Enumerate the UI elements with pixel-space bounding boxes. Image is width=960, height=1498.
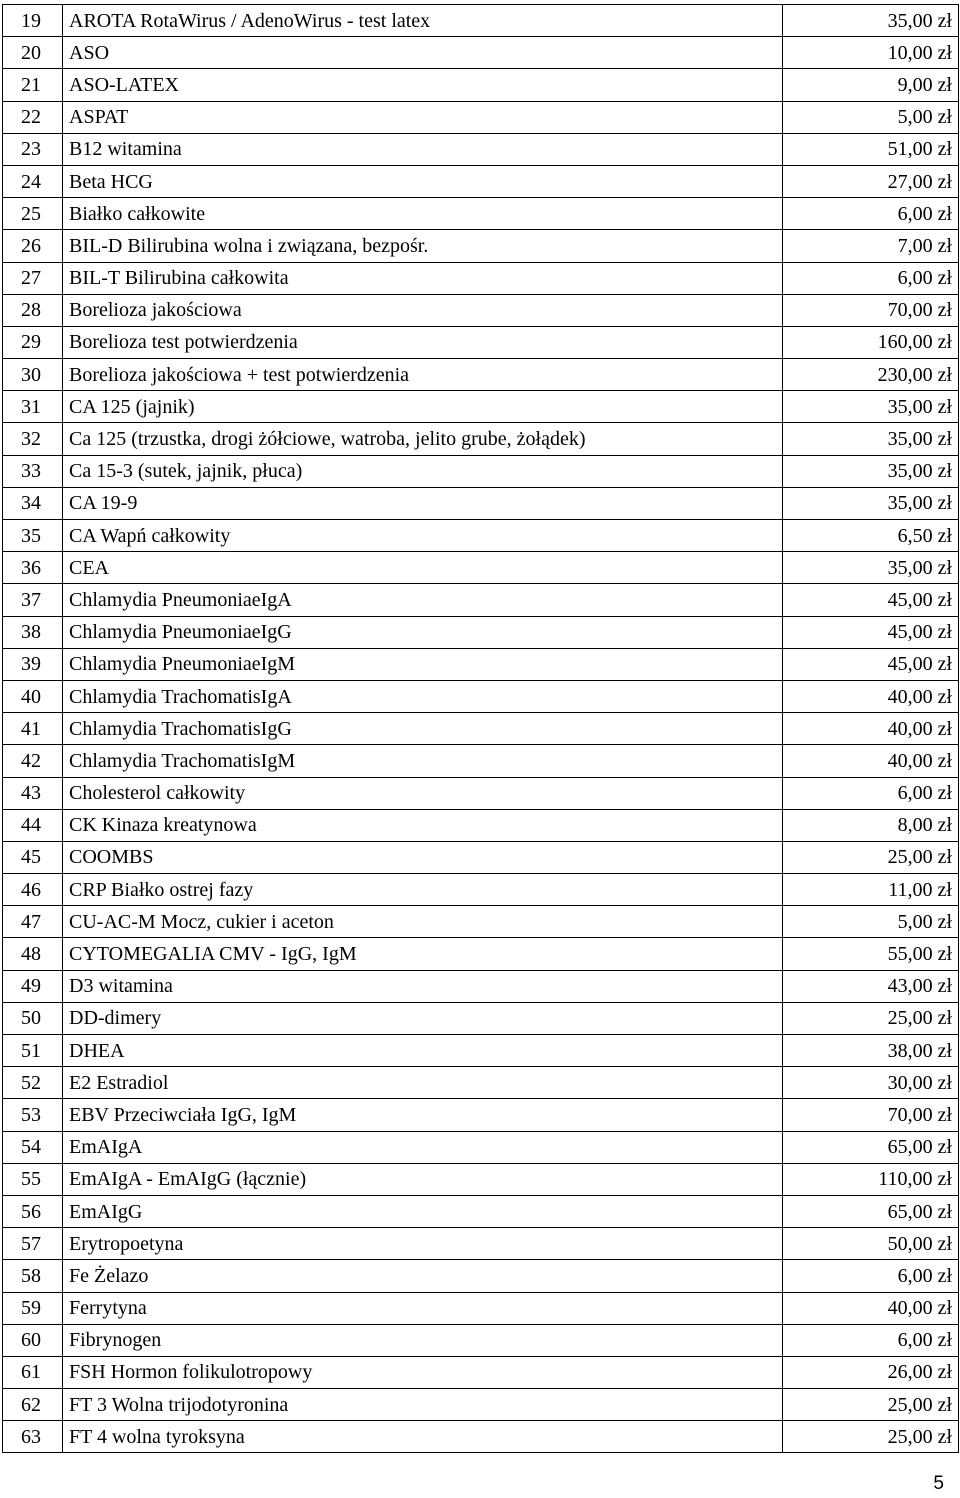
test-price: 6,00 zł: [783, 198, 959, 230]
row-number: 57: [3, 1228, 63, 1260]
table-row: [3, 1356, 959, 1388]
table-row: [3, 294, 959, 326]
test-name: ASO: [63, 37, 783, 69]
test-name: AROTA RotaWirus / AdenoWirus - test latex: [63, 5, 783, 37]
test-name: EBV Przeciwciała IgG, IgM: [63, 1099, 783, 1131]
table-row: [3, 520, 959, 552]
table-row: [3, 1324, 959, 1356]
row-number: 41: [3, 713, 63, 745]
table-row: [3, 1099, 959, 1131]
table-row: [3, 648, 959, 680]
row-number: 54: [3, 1131, 63, 1163]
test-price: 35,00 zł: [783, 487, 959, 519]
test-name: CU-AC-M Mocz, cukier i aceton: [63, 906, 783, 938]
table-row: [3, 616, 959, 648]
test-name: CYTOMEGALIA CMV - IgG, IgM: [63, 938, 783, 970]
table-row: [3, 1260, 959, 1292]
test-price: 8,00 zł: [783, 809, 959, 841]
test-name: Borelioza test potwierdzenia: [63, 326, 783, 358]
test-name: COOMBS: [63, 841, 783, 873]
table-row: [3, 809, 959, 841]
test-price: 6,00 zł: [783, 1260, 959, 1292]
test-price: 26,00 zł: [783, 1356, 959, 1388]
test-price: 40,00 zł: [783, 1292, 959, 1324]
table-row: [3, 262, 959, 294]
table-row: [3, 680, 959, 712]
test-name: Fe Żelazo: [63, 1260, 783, 1292]
test-name: CA 125 (jajnik): [63, 391, 783, 423]
table-row: [3, 198, 959, 230]
table-row: [3, 713, 959, 745]
row-number: 40: [3, 680, 63, 712]
table-row: [3, 487, 959, 519]
table-row: [3, 1067, 959, 1099]
test-price: 7,00 zł: [783, 230, 959, 262]
test-name: ASPAT: [63, 101, 783, 133]
row-number: 58: [3, 1260, 63, 1292]
row-number: 33: [3, 455, 63, 487]
row-number: 53: [3, 1099, 63, 1131]
test-price: 6,00 zł: [783, 777, 959, 809]
test-name: Chlamydia TrachomatisIgM: [63, 745, 783, 777]
row-number: 48: [3, 938, 63, 970]
table-row: [3, 230, 959, 262]
row-number: 47: [3, 906, 63, 938]
table-row: [3, 69, 959, 101]
row-number: 37: [3, 584, 63, 616]
test-name: Ferrytyna: [63, 1292, 783, 1324]
test-name: DD-dimery: [63, 1002, 783, 1034]
test-name: Ca 125 (trzustka, drogi żółciowe, watroba, jelito grube, żołądek): [63, 423, 783, 455]
table-row: [3, 1163, 959, 1195]
table-row: [3, 1228, 959, 1260]
table-row: [3, 423, 959, 455]
test-price: 35,00 zł: [783, 391, 959, 423]
test-price: 38,00 zł: [783, 1035, 959, 1067]
test-name: Chlamydia TrachomatisIgG: [63, 713, 783, 745]
test-name: FSH Hormon folikulotropowy: [63, 1356, 783, 1388]
test-price: 45,00 zł: [783, 584, 959, 616]
test-price: 110,00 zł: [783, 1163, 959, 1195]
row-number: 51: [3, 1035, 63, 1067]
row-number: 38: [3, 616, 63, 648]
table-row: [3, 841, 959, 873]
test-price: 30,00 zł: [783, 1067, 959, 1099]
test-name: Fibrynogen: [63, 1324, 783, 1356]
price-list-table: [2, 4, 959, 1453]
table-row: [3, 359, 959, 391]
row-number: 52: [3, 1067, 63, 1099]
test-price: 160,00 zł: [783, 326, 959, 358]
table-row: [3, 37, 959, 69]
test-name: EmAIgA - EmAIgG (łącznie): [63, 1163, 783, 1195]
test-price: 40,00 zł: [783, 713, 959, 745]
test-name: CEA: [63, 552, 783, 584]
test-name: Borelioza jakościowa + test potwierdzenia: [63, 359, 783, 391]
row-number: 43: [3, 777, 63, 809]
row-number: 63: [3, 1421, 63, 1453]
test-name: ASO-LATEX: [63, 69, 783, 101]
test-name: Chlamydia PneumoniaeIgM: [63, 648, 783, 680]
table-row: [3, 1131, 959, 1163]
test-price: 45,00 zł: [783, 648, 959, 680]
table-row: [3, 1002, 959, 1034]
test-name: E2 Estradiol: [63, 1067, 783, 1099]
row-number: 27: [3, 262, 63, 294]
row-number: 61: [3, 1356, 63, 1388]
test-price: 35,00 zł: [783, 455, 959, 487]
row-number: 20: [3, 37, 63, 69]
test-name: Ca 15-3 (sutek, jajnik, płuca): [63, 455, 783, 487]
test-price: 35,00 zł: [783, 423, 959, 455]
test-name: Chlamydia PneumoniaeIgA: [63, 584, 783, 616]
row-number: 60: [3, 1324, 63, 1356]
table-row: [3, 455, 959, 487]
row-number: 24: [3, 165, 63, 197]
test-price: 51,00 zł: [783, 133, 959, 165]
row-number: 44: [3, 809, 63, 841]
test-price: 40,00 zł: [783, 680, 959, 712]
test-price: 230,00 zł: [783, 359, 959, 391]
row-number: 26: [3, 230, 63, 262]
row-number: 62: [3, 1389, 63, 1421]
test-name: BIL-D Bilirubina wolna i związana, bezpośr.: [63, 230, 783, 262]
test-price: 65,00 zł: [783, 1131, 959, 1163]
row-number: 45: [3, 841, 63, 873]
test-price: 45,00 zł: [783, 616, 959, 648]
test-price: 5,00 zł: [783, 101, 959, 133]
test-name: DHEA: [63, 1035, 783, 1067]
table-row: [3, 584, 959, 616]
test-name: EmAIgA: [63, 1131, 783, 1163]
test-price: 70,00 zł: [783, 294, 959, 326]
table-row: [3, 133, 959, 165]
test-price: 70,00 zł: [783, 1099, 959, 1131]
row-number: 34: [3, 487, 63, 519]
row-number: 31: [3, 391, 63, 423]
page-number: 5: [933, 1473, 944, 1494]
test-name: D3 witamina: [63, 970, 783, 1002]
test-name: Cholesterol całkowity: [63, 777, 783, 809]
test-price: 40,00 zł: [783, 745, 959, 777]
test-price: 5,00 zł: [783, 906, 959, 938]
row-number: 25: [3, 198, 63, 230]
table-row: [3, 970, 959, 1002]
test-price: 10,00 zł: [783, 37, 959, 69]
table-row: [3, 552, 959, 584]
test-price: 65,00 zł: [783, 1195, 959, 1227]
test-name: Białko całkowite: [63, 198, 783, 230]
table-row: [3, 5, 959, 37]
table-row: [3, 165, 959, 197]
test-name: BIL-T Bilirubina całkowita: [63, 262, 783, 294]
price-list-body: [3, 5, 959, 1453]
row-number: 55: [3, 1163, 63, 1195]
table-row: [3, 1421, 959, 1453]
test-price: 25,00 zł: [783, 1421, 959, 1453]
test-price: 6,00 zł: [783, 262, 959, 294]
row-number: 23: [3, 133, 63, 165]
row-number: 49: [3, 970, 63, 1002]
test-price: 25,00 zł: [783, 841, 959, 873]
table-row: [3, 938, 959, 970]
table-row: [3, 1195, 959, 1227]
test-price: 27,00 zł: [783, 165, 959, 197]
test-name: CA 19-9: [63, 487, 783, 519]
test-name: B12 witamina: [63, 133, 783, 165]
test-name: Borelioza jakościowa: [63, 294, 783, 326]
row-number: 35: [3, 520, 63, 552]
test-price: 35,00 zł: [783, 552, 959, 584]
test-name: Beta HCG: [63, 165, 783, 197]
row-number: 56: [3, 1195, 63, 1227]
row-number: 30: [3, 359, 63, 391]
test-name: Chlamydia TrachomatisIgA: [63, 680, 783, 712]
test-name: CA Wapń całkowity: [63, 520, 783, 552]
test-price: 50,00 zł: [783, 1228, 959, 1260]
row-number: 29: [3, 326, 63, 358]
test-name: CRP Białko ostrej fazy: [63, 874, 783, 906]
table-row: [3, 391, 959, 423]
test-name: Erytropoetyna: [63, 1228, 783, 1260]
test-price: 11,00 zł: [783, 874, 959, 906]
test-name: Chlamydia PneumoniaeIgG: [63, 616, 783, 648]
row-number: 42: [3, 745, 63, 777]
table-row: [3, 1389, 959, 1421]
test-price: 25,00 zł: [783, 1002, 959, 1034]
row-number: 39: [3, 648, 63, 680]
table-row: [3, 1292, 959, 1324]
test-price: 6,00 zł: [783, 1324, 959, 1356]
test-price: 25,00 zł: [783, 1389, 959, 1421]
test-price: 9,00 zł: [783, 69, 959, 101]
test-name: EmAIgG: [63, 1195, 783, 1227]
row-number: 59: [3, 1292, 63, 1324]
test-price: 35,00 zł: [783, 5, 959, 37]
table-row: [3, 326, 959, 358]
row-number: 19: [3, 5, 63, 37]
table-row: [3, 874, 959, 906]
row-number: 21: [3, 69, 63, 101]
test-price: 55,00 zł: [783, 938, 959, 970]
row-number: 36: [3, 552, 63, 584]
test-price: 6,50 zł: [783, 520, 959, 552]
table-row: [3, 101, 959, 133]
row-number: 46: [3, 874, 63, 906]
table-row: [3, 906, 959, 938]
row-number: 50: [3, 1002, 63, 1034]
table-row: [3, 777, 959, 809]
table-row: [3, 745, 959, 777]
table-row: [3, 1035, 959, 1067]
row-number: 28: [3, 294, 63, 326]
test-name: CK Kinaza kreatynowa: [63, 809, 783, 841]
test-price: 43,00 zł: [783, 970, 959, 1002]
row-number: 32: [3, 423, 63, 455]
row-number: 22: [3, 101, 63, 133]
test-name: FT 3 Wolna trijodotyronina: [63, 1389, 783, 1421]
test-name: FT 4 wolna tyroksyna: [63, 1421, 783, 1453]
